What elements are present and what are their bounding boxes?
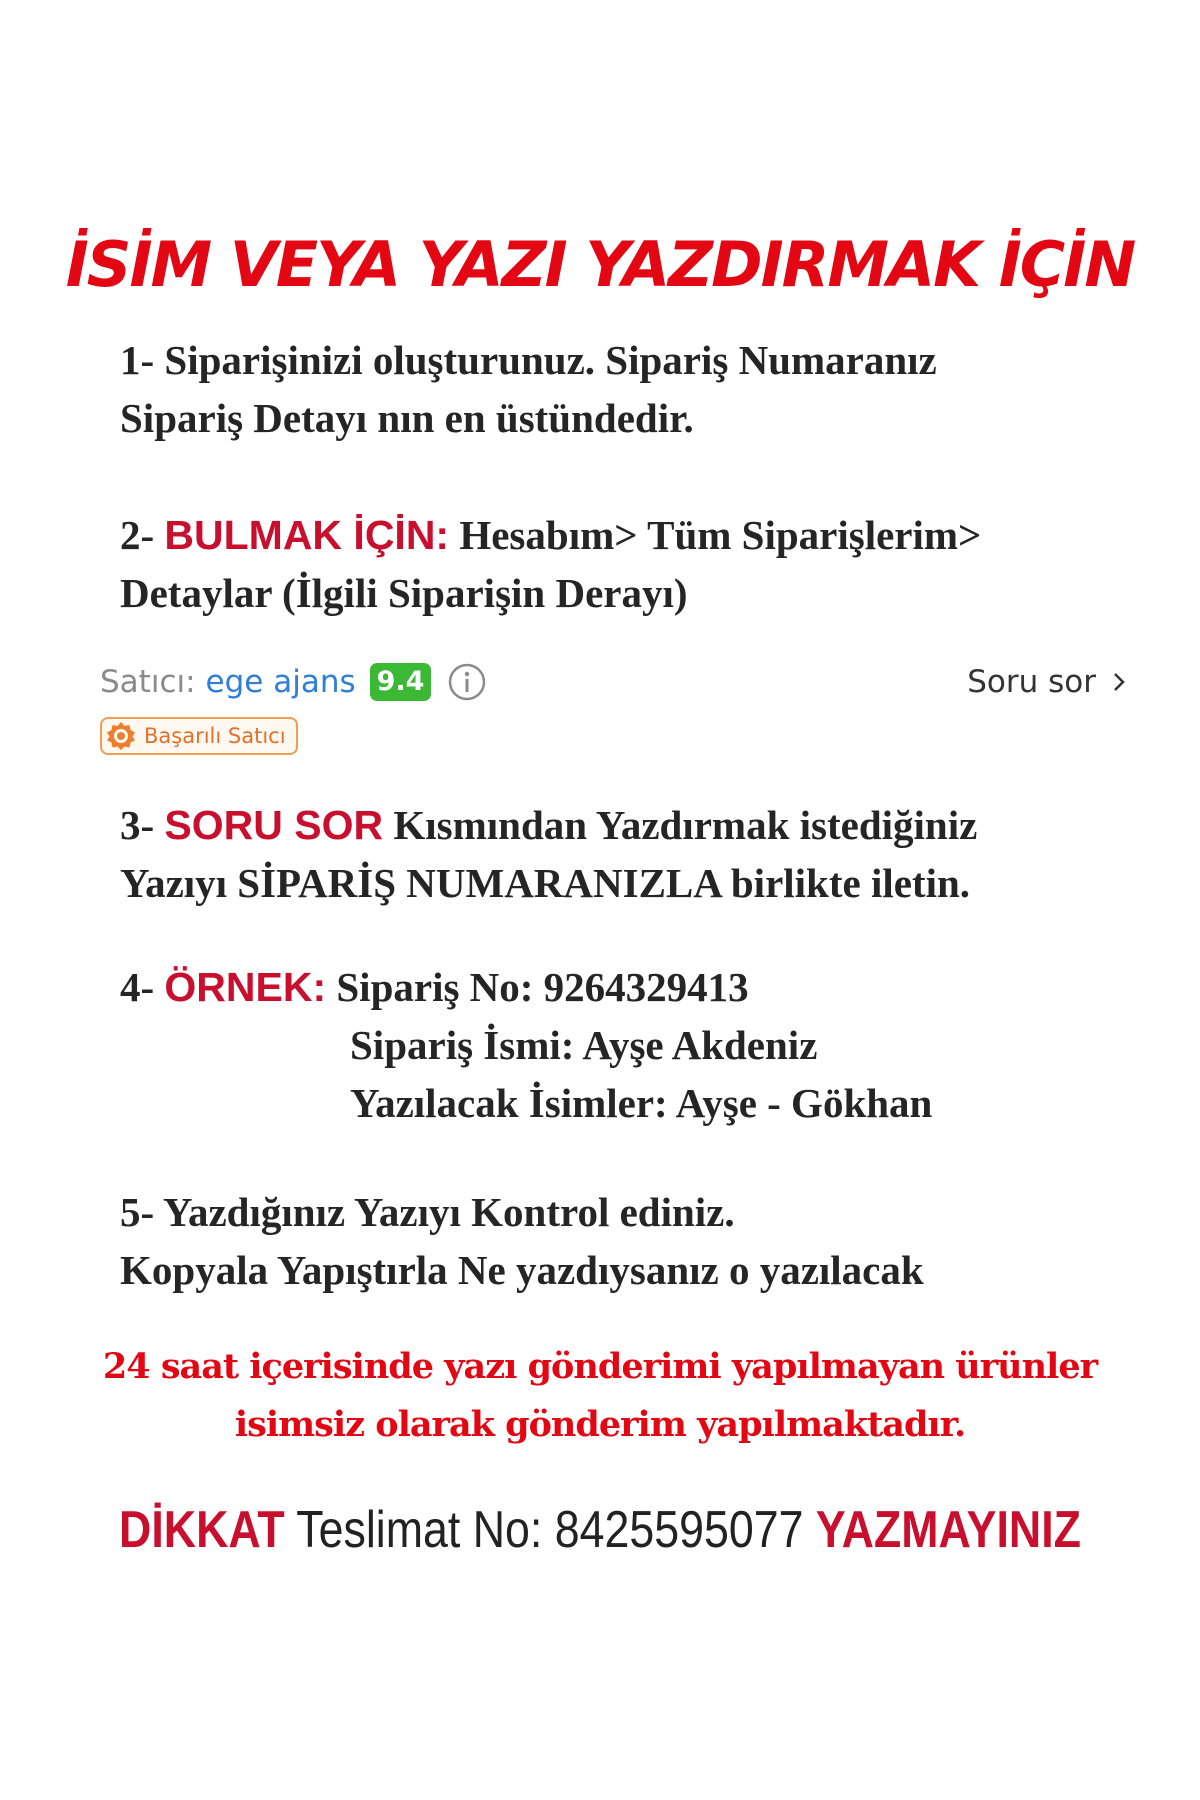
step-3-number: 3- — [120, 802, 165, 848]
seller-prefix: Satıcı: — [100, 664, 196, 700]
step-3 — [120, 796, 1100, 912]
step-3-highlight: SORU SOR — [164, 802, 384, 848]
award-rosette-icon — [106, 721, 136, 751]
step-2-line-1 — [120, 506, 1100, 564]
step-4-number: 4- — [120, 964, 165, 1010]
step-2-highlight: BULMAK İÇİN: — [164, 512, 450, 558]
step-1-line-2: Sipariş Detayı nın en üstündedir. — [120, 395, 694, 441]
step-3-line-1 — [120, 796, 1100, 854]
step-1 — [120, 331, 1100, 447]
step-2-line-2: Detaylar (İlgili Siparişin Derayı) — [120, 570, 688, 616]
seller-info-row — [100, 660, 487, 704]
step-2-number: 2- — [120, 512, 165, 558]
step-4-order-name: Sipariş İsmi: Ayşe Akdeniz — [350, 1022, 818, 1068]
step-3-text: Kısmından Yazdırmak istediğiniz — [383, 802, 978, 848]
step-5-line-2: Kopyala Yapıştırla Ne yazdıysanız o yazılacak — [120, 1247, 924, 1293]
successful-seller-label: Başarılı Satıcı — [144, 724, 286, 748]
seller-score-badge: 9.4 — [370, 663, 432, 701]
step-4-names-to-print: Yazılacak İsimler: Ayşe - Gökhan — [350, 1080, 933, 1126]
chevron-right-icon — [1110, 670, 1128, 694]
step-2 — [120, 506, 1100, 622]
step-4 — [120, 958, 1100, 1132]
ask-question-label: Soru sor — [967, 664, 1096, 700]
successful-seller-badge — [100, 717, 298, 755]
step-5-line-1: 5- Yazdığınız Yazıyı Kontrol ediniz. — [120, 1189, 735, 1235]
delivery-number-text: Teslimat No: 8425595077 — [284, 1501, 816, 1559]
deadline-warning — [0, 1338, 1200, 1454]
step-3-line-2: Yazıyı SİPARİŞ NUMARANIZLA birlikte iletin. — [120, 860, 971, 906]
step-2-path: Hesabım> Tüm Siparişlerim> — [449, 512, 982, 558]
info-circle-icon[interactable] — [447, 662, 487, 702]
attention-notice — [84, 1500, 1116, 1560]
step-4-line-1 — [120, 958, 1100, 1016]
page-title: İSİM VEYA YAZI YAZDIRMAK İÇİN — [65, 228, 1135, 301]
seller-name-link[interactable]: ege ajans — [205, 664, 356, 700]
step-5 — [120, 1183, 1100, 1299]
seller-panel — [100, 660, 1128, 760]
step-4-order-no: Sipariş No: 9264329413 — [326, 964, 749, 1010]
step-1-line-1: 1- Siparişinizi oluşturunuz. Sipariş Numaranız — [120, 337, 937, 383]
step-4-highlight: ÖRNEK: — [164, 964, 327, 1010]
deadline-warning-line-2: isimsiz olarak gönderim yapılmaktadır. — [234, 1404, 966, 1445]
deadline-warning-line-1: 24 saat içerisinde yazı gönderimi yapılmayan ürünler — [102, 1346, 1098, 1387]
ask-question-link[interactable] — [967, 660, 1128, 704]
attention-label: DİKKAT — [119, 1501, 285, 1559]
do-not-write-label: YAZMAYINIZ — [815, 1501, 1081, 1559]
